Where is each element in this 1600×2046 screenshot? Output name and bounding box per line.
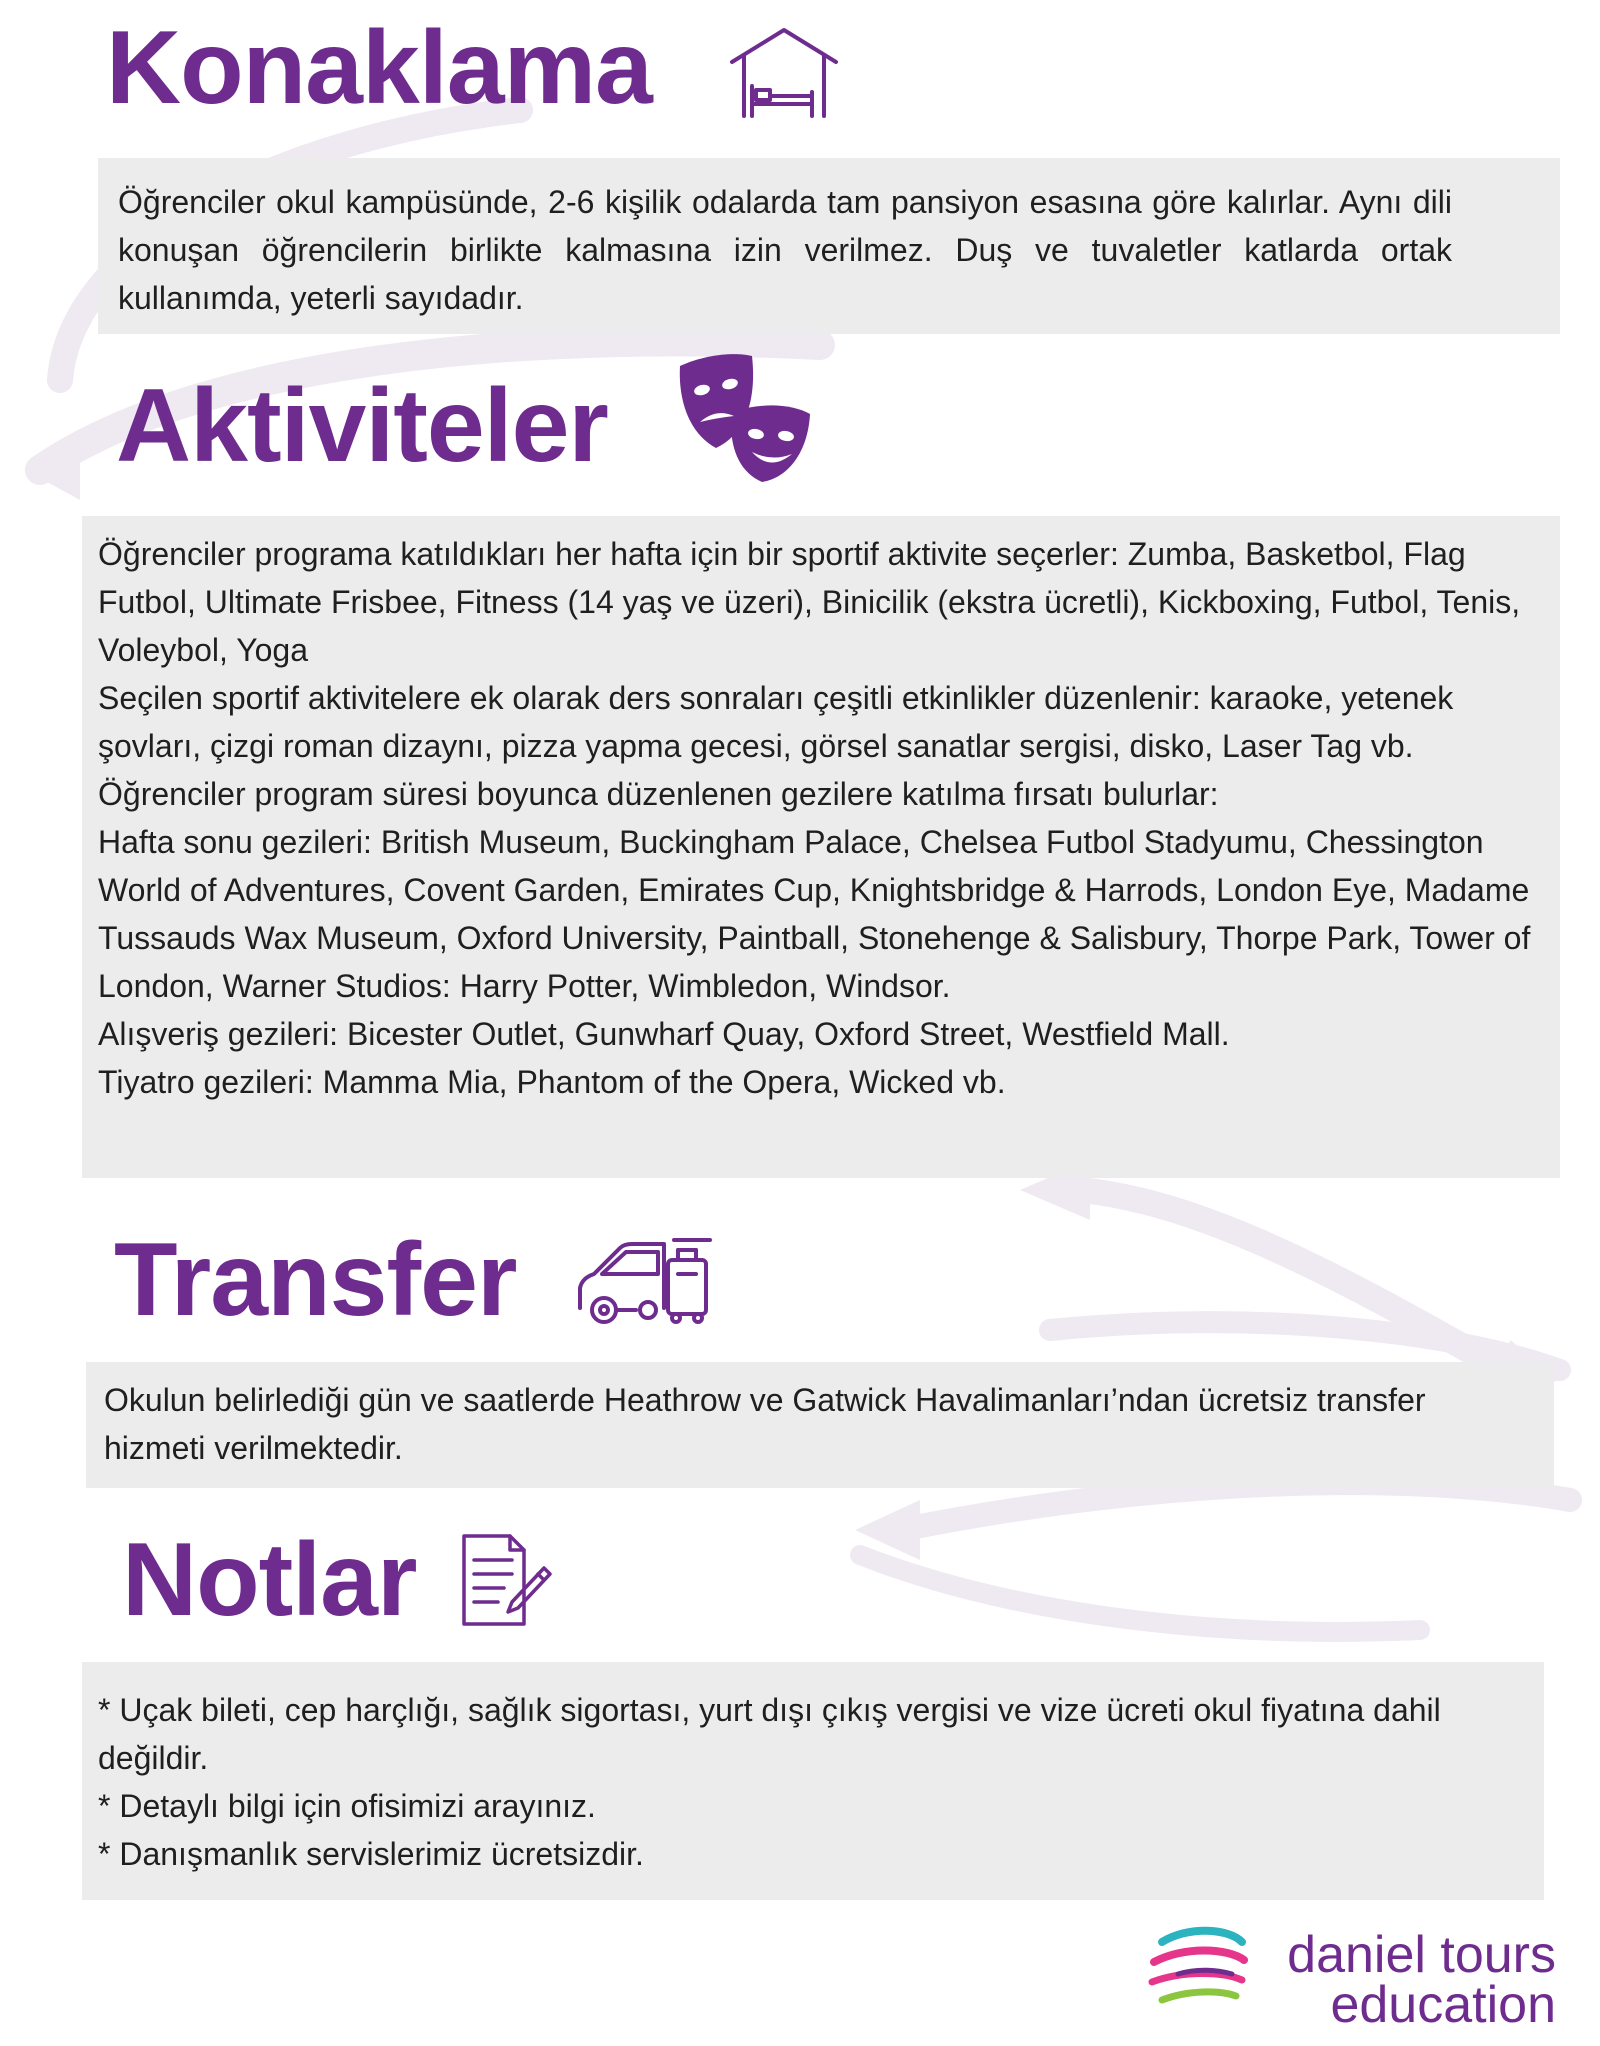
activities-box <box>82 516 1560 1178</box>
swirl-logo-icon <box>1148 1924 1248 2008</box>
activities-theater-trips: Tiyatro gezileri: Mamma Mia, Phantom of the Opera, Wicked vb. <box>98 1064 1006 1100</box>
accommodation-text: Öğrenciler okul kampüsünde, 2-6 kişilik odalarda tam pansiyon esasına göre kalırlar. Aynı dili konuşan öğrencilerin birlikte kalmasına izin verilmez. Duş ve tuvaletler katlarda ortak kullanımda, yeterli sayıdadır. <box>118 184 1452 316</box>
activities-trips-intro: Öğrenciler program süresi boyunca düzenlenen gezilere katılma fırsatı bulurlar: <box>98 776 1219 812</box>
accommodation-box <box>98 158 1560 334</box>
activities-sports-text: Öğrenciler programa katıldıkları her hafta için bir sportif aktivite seçerler: Zumba, Basketbol, Flag Futbol, Ultimate Frisbee, Fitness (14 yaş ve üzeri), Binicilik (ekstra ücretli), Kickboxing, Futbol, Tenis, Voleybol, Yoga <box>98 536 1521 668</box>
document-pen-icon <box>460 1532 552 1628</box>
accommodation-heading: Konaklama <box>106 10 652 126</box>
theater-masks-icon <box>676 352 812 484</box>
notes-item-1: * Uçak bileti, cep harçlığı, sağlık sigortası, yurt dışı çıkış vergisi ve vize ücreti okul fiyatına dahil değildir. <box>98 1692 1441 1776</box>
activities-weekend-trips: Hafta sonu gezileri: British Museum, Buckingham Palace, Chelsea Futbol Stadyumu, Chessington World of Adventures, Covent Garden, Emirates Cup, Knightsbridge & Harrods, London Eye, Madame Tussauds Wax Museum, Oxford University, Paintball, Stonehenge & Salisbury, Thorpe Park, Tower of London, Warner Studios: Harry Potter, Wimbledon, Windsor. <box>98 824 1531 1004</box>
notes-item-3: * Danışmanlık servislerimiz ücretsizdir. <box>98 1836 644 1872</box>
notes-box <box>82 1662 1544 1900</box>
transfer-text: Okulun belirlediği gün ve saatlerde Heathrow ve Gatwick Havalimanları’ndan ücretsiz transfer hizmeti verilmektedir. <box>104 1382 1426 1466</box>
notes-heading: Notlar <box>122 1522 417 1638</box>
brand-name <box>1240 1926 1556 2034</box>
activities-heading: Aktiviteler <box>116 368 608 484</box>
house-bed-icon <box>728 26 840 120</box>
transfer-box <box>86 1362 1554 1488</box>
brand-line-1: daniel tours <box>1287 1926 1556 1984</box>
car-luggage-icon <box>574 1234 716 1330</box>
transfer-heading: Transfer <box>114 1222 517 1338</box>
activities-shopping-trips: Alışveriş gezileri: Bicester Outlet, Gunwharf Quay, Oxford Street, Westfield Mall. <box>98 1016 1230 1052</box>
notes-item-2: * Detaylı bilgi için ofisimizi arayınız. <box>98 1788 596 1824</box>
activities-events-text: Seçilen sportif aktivitelere ek olarak ders sonraları çeşitli etkinlikler düzenlenir: karaoke, yetenek şovları, çizgi roman dizaynı, pizza yapma gecesi, görsel sanatlar sergisi, disko, Laser Tag vb. <box>98 680 1454 764</box>
brand-line-2: education <box>1330 1976 1556 2034</box>
